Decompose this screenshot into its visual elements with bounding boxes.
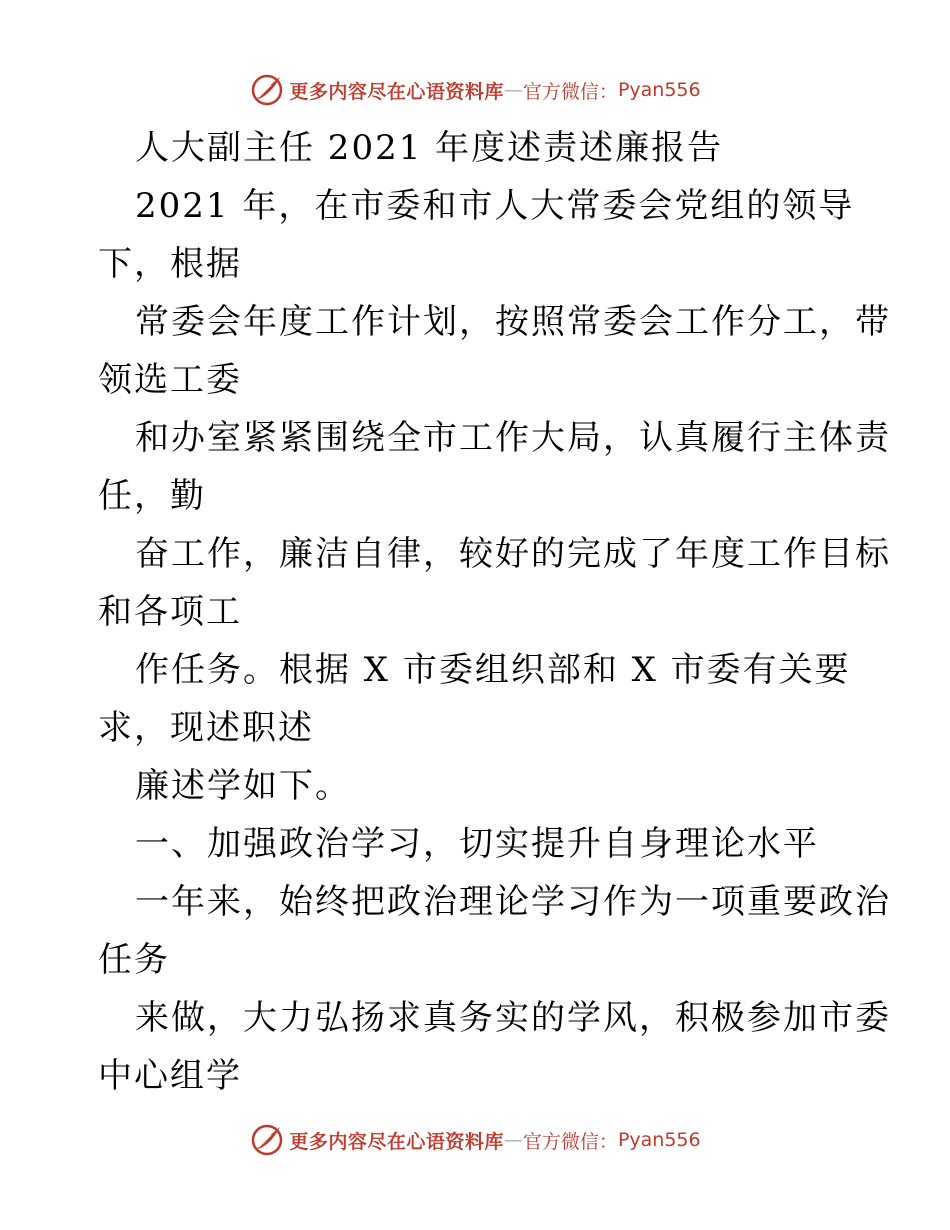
document-line: 任务 xyxy=(98,940,170,980)
footer-banner xyxy=(0,1120,950,1160)
banner-wechat-label: 官方微信： xyxy=(522,1130,618,1153)
banner-wechat-label: 官方微信： xyxy=(522,80,618,103)
feather-pen-logo-icon xyxy=(249,1122,285,1158)
document-line: 下，根据 xyxy=(98,244,242,284)
document-line: 来做，大力弘扬求真务实的学风，积极参加市委 xyxy=(135,998,891,1038)
document-line: 作任务。根据 X 市委组织部和 X 市委有关要 xyxy=(135,650,851,690)
document-line: 求，现述职述 xyxy=(98,708,314,748)
document-line: 领选工委 xyxy=(98,360,242,400)
banner-main-text: 更多内容尽在心语资料库 xyxy=(289,1130,504,1153)
banner-separator: — xyxy=(503,79,523,101)
document-line: 奋工作，廉洁自律，较好的完成了年度工作目标 xyxy=(135,534,891,574)
banner-main-text: 更多内容尽在心语资料库 xyxy=(289,80,504,103)
header-banner xyxy=(0,70,950,110)
document-line: 一年来，始终把政治理论学习作为一项重要政治 xyxy=(135,882,891,922)
document-line: 廉述学如下。 xyxy=(135,766,351,806)
banner-wechat-id: Pyan556 xyxy=(617,79,701,101)
document-line: 2021 年，在市委和市人大常委会党组的领导 xyxy=(135,186,855,226)
document-line: 和办室紧紧围绕全市工作大局，认真履行主体责 xyxy=(135,418,891,458)
document-title: 人大副主任 2021 年度述责述廉报告 xyxy=(135,128,724,168)
document-line: 中心组学 xyxy=(98,1056,242,1096)
section-heading: 一、加强政治学习，切实提升自身理论水平 xyxy=(135,824,819,864)
document-line: 和各项工 xyxy=(98,592,242,632)
banner-wechat-id: Pyan556 xyxy=(617,1129,701,1151)
document-line: 任，勤 xyxy=(98,476,206,516)
document-line: 常委会年度工作计划，按照常委会工作分工，带 xyxy=(135,302,891,342)
banner-separator: — xyxy=(503,1129,523,1151)
feather-pen-logo-icon xyxy=(249,72,285,108)
